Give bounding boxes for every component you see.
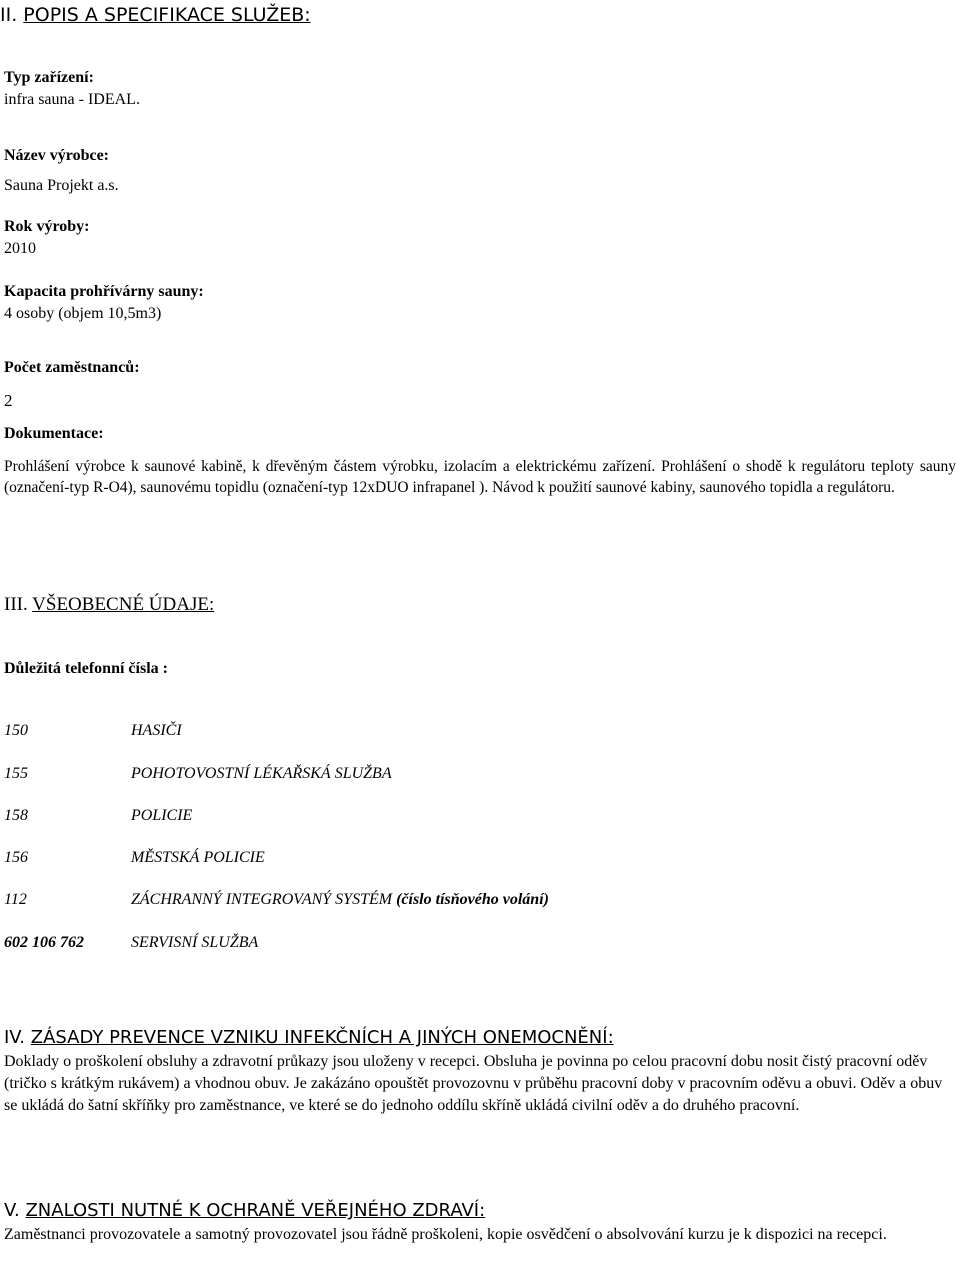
phone-service-note: (číslo tísňového volání) bbox=[396, 891, 549, 908]
section-5-number: V. bbox=[4, 1200, 20, 1221]
phone-service-name: HASIČI bbox=[131, 722, 182, 739]
section-5-title: ZNALOSTI NUTNÉ K OCHRANĚ VEŘEJNÉHO ZDRAVÍ: bbox=[25, 1200, 486, 1221]
section-3-heading bbox=[4, 594, 214, 616]
documentation-label: Dokumentace: bbox=[4, 425, 104, 442]
section-2-heading bbox=[0, 4, 311, 26]
phone-number: 602 106 762 bbox=[4, 934, 84, 951]
device-type-value: infra sauna - IDEAL. bbox=[4, 91, 140, 108]
phone-service-name: SERVISNÍ SLUŽBA bbox=[131, 934, 259, 951]
documentation-text: Prohlášení výrobce k saunové kabině, k dřevěným částem výrobku, izolacím a elektrickému zařízení. Prohlášení o shodě k regulátoru teploty sauny (označení-typ R-O4), saunovému topidlu (označení-typ 12xDUO infrapanel ). Návod k použití saunové kabiny, saunového topidla a regulátoru. bbox=[4, 458, 956, 496]
section-2-number: II. bbox=[0, 4, 18, 26]
phone-number: 112 bbox=[4, 891, 27, 908]
phones-label: Důležitá telefonní čísla : bbox=[4, 660, 168, 677]
capacity-value: 4 osoby (objem 10,5m3) bbox=[4, 305, 162, 322]
phone-number: 150 bbox=[4, 722, 28, 739]
employees-label: Počet zaměstnanců: bbox=[4, 359, 140, 376]
phone-number: 158 bbox=[4, 807, 28, 824]
manufacturer-value: Sauna Projekt a.s. bbox=[4, 177, 119, 194]
phone-number: 156 bbox=[4, 849, 28, 866]
phone-service-name: MĚSTSKÁ POLICIE bbox=[131, 849, 265, 866]
section-4-number: IV. bbox=[4, 1027, 26, 1048]
section-3-title: VŠEOBECNÉ ÚDAJE: bbox=[32, 594, 215, 615]
section-5-heading bbox=[4, 1200, 485, 1221]
employees-value: 2 bbox=[4, 391, 13, 410]
phone-service-name bbox=[131, 891, 549, 909]
year-label: Rok výroby: bbox=[4, 218, 90, 235]
section-2-title: POPIS A SPECIFIKACE SLUŽEB: bbox=[23, 4, 311, 26]
section-3-number: III. bbox=[4, 594, 28, 615]
manufacturer-label: Název výrobce: bbox=[4, 147, 109, 164]
capacity-label: Kapacita prohřívárny sauny: bbox=[4, 283, 204, 300]
phone-service-name: POLICIE bbox=[131, 807, 193, 824]
section-4-text: Doklady o proškolení obsluhy a zdravotní průkazy jsou uloženy v recepci. Obsluha je povinna po celou pracovní dobu nosit čistý pracovní oděv (tričko s krátkým rukávem) a vhodnou obuv. Je zakázáno opouštět provozovnu v průběhu pracovní doby v pracovním oděvu a obuvi. Oděv a obuv se ukládá do šatní skříňky pro zaměstnance, ve které se do jednoho oddílu skříně ukládá civilní oděv a do druhého pracovní. bbox=[4, 1053, 943, 1114]
section-5-text: Zaměstnanci provozovatele a samotný provozovatel jsou řádně proškoleni, kopie osvědčení o absolvování kurzu je k dispozici na recepci. bbox=[4, 1226, 887, 1243]
year-value: 2010 bbox=[4, 240, 36, 257]
device-type-label: Typ zařízení: bbox=[4, 69, 94, 86]
section-4-title: ZÁSADY PREVENCE VZNIKU INFEKČNÍCH A JINÝCH ONEMOCNĚNÍ: bbox=[30, 1027, 614, 1048]
phone-service-name: POHOTOVOSTNÍ LÉKAŘSKÁ SLUŽBA bbox=[131, 765, 392, 782]
phone-number: 155 bbox=[4, 765, 28, 782]
section-4-heading bbox=[4, 1027, 614, 1048]
phone-service-name-text: ZÁCHRANNÝ INTEGROVANÝ SYSTÉM bbox=[131, 891, 393, 908]
